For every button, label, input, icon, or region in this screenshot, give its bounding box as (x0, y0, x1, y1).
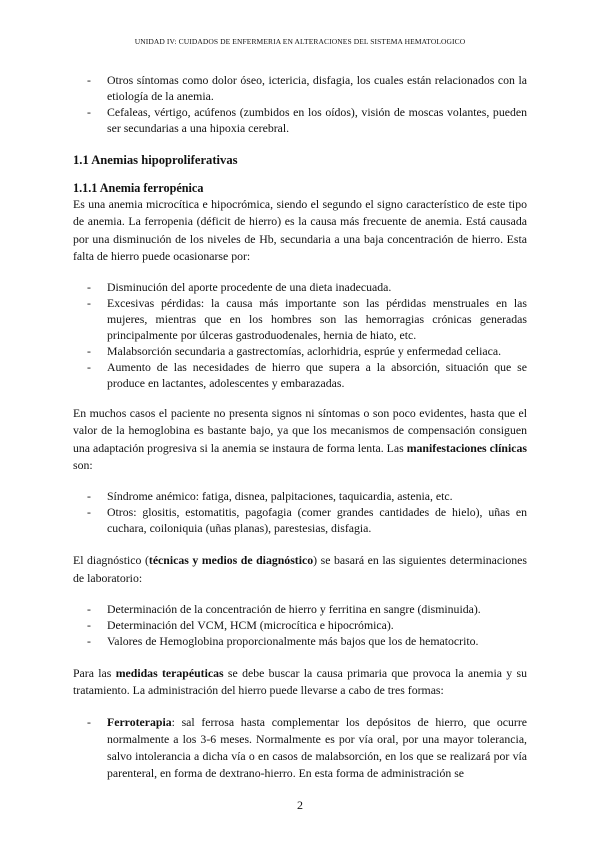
list-item: - Síndrome anémico: fatiga, disnea, palpitaciones, taquicardia, astenia, etc. (73, 488, 527, 504)
list-item: - Determinación del VCM, HCM (microcítica e hipocrómica). (73, 617, 527, 633)
list-item (73, 714, 527, 783)
page-content (73, 72, 527, 783)
symptoms-list (73, 72, 527, 136)
text-run: Para las (73, 665, 116, 680)
page-number: 2 (297, 798, 303, 812)
list-item: - Cefaleas, vértigo, acúfenos (zumbidos en los oídos), visión de moscas volantes, pueden ser secundarias a una hipoxia cerebral. (73, 104, 527, 136)
list-item: - Valores de Hemoglobina proporcionalmente más bajos que los de hematocrito. (73, 633, 527, 649)
text-run: se debe buscar la causa primaria que provoca la anemia y su tratamiento. La administración del hierro puede llevarse a cabo de tres formas: (73, 665, 528, 698)
running-header: UNIDAD IV: CUIDADOS DE ENFERMERIA EN ALTERACIONES DEL SISTEMA HEMATOLOGICO (134, 37, 466, 46)
section-heading: 1.1 Anemias hipoproliferativas (73, 153, 238, 167)
text-run: El diagnóstico ( (73, 553, 149, 568)
list-item: - Disminución del aporte procedente de una dieta inadecuada. (73, 279, 527, 295)
manifestations-list (73, 488, 527, 536)
list-item: - Determinación de la concentración de hierro y ferritina en sangre (disminuida). (73, 601, 527, 617)
causes-list (73, 279, 527, 391)
text-run: ) se basará en las siguientes determinaciones de laboratorio: (73, 553, 527, 585)
subsection-heading: 1.1.1 Anemia ferropénica (73, 181, 204, 195)
lab-tests-list (73, 601, 527, 649)
bold-term: medidas terapéuticas (115, 665, 224, 680)
list-item: - Excesivas pérdidas: la causa más importante son las pérdidas menstruales en las mujeres, mientras que en los hombres son las hemorragias crónicas generadas principalmente por úlceras gastroduodenales, hernia de hiato, etc. (73, 295, 527, 343)
bold-term: técnicas y medios de diagnóstico (148, 553, 314, 568)
bold-term: manifestaciones clínicas (406, 440, 527, 455)
intro-paragraph: Es una anemia microcítica e hipocrómica, siendo el segundo el signo característico de este tipo de anemia. La ferropenia (déficit de hierro) es la causa más frecuente de anemia. Está causada por una disminución de los niveles de Hb, secundaria a una baja concentración de hierro. Esta falta de hierro puede ocasionarse por: (73, 197, 527, 263)
text-run: son: (73, 458, 93, 473)
list-item: - Malabsorción secundaria a gastrectomías, aclorhidria, esprúe y enfermedad celiaca. (73, 343, 527, 359)
list-item: - Otros: glositis, estomatitis, pagofagia (comer grandes cantidades de hielo), uñas en cuchara, coiloniquia (uñas planas), parestesias, disfagia. (73, 504, 527, 536)
text-run: En muchos casos el paciente no presenta signos ni síntomas o son poco evidentes, hasta que el valor de la hemoglobina es bastante bajo, ya que los mecanismos de compensación consiguen una adaptación progresiva si la anemia se instaura de forma lenta. Las (73, 406, 527, 455)
therapy-paragraph (73, 665, 527, 700)
list-item: - Otros síntomas como dolor óseo, ictericia, disfagia, los cuales están relacionados con la etiología de la anemia. (73, 72, 527, 104)
text-run: : sal ferrosa hasta complementar los depósitos de hierro, que ocurre normalmente a los 3-6 meses. Normalmente es por vía oral, por una mayor tolerancia, salvo intolerancia a dicha vía o en casos de malabsorción, en los que se realizará por vía parenteral, en forma de dextrano-hierro. En esta forma de administración se (107, 714, 527, 781)
therapy-list (73, 714, 527, 783)
bold-term: Ferroterapia (107, 714, 172, 729)
clinical-paragraph (73, 405, 527, 474)
list-item: - Aumento de las necesidades de hierro que supera a la absorción, situación que se produce en lactantes, adolescentes y embarazadas. (73, 359, 527, 391)
diagnosis-paragraph (73, 552, 527, 587)
